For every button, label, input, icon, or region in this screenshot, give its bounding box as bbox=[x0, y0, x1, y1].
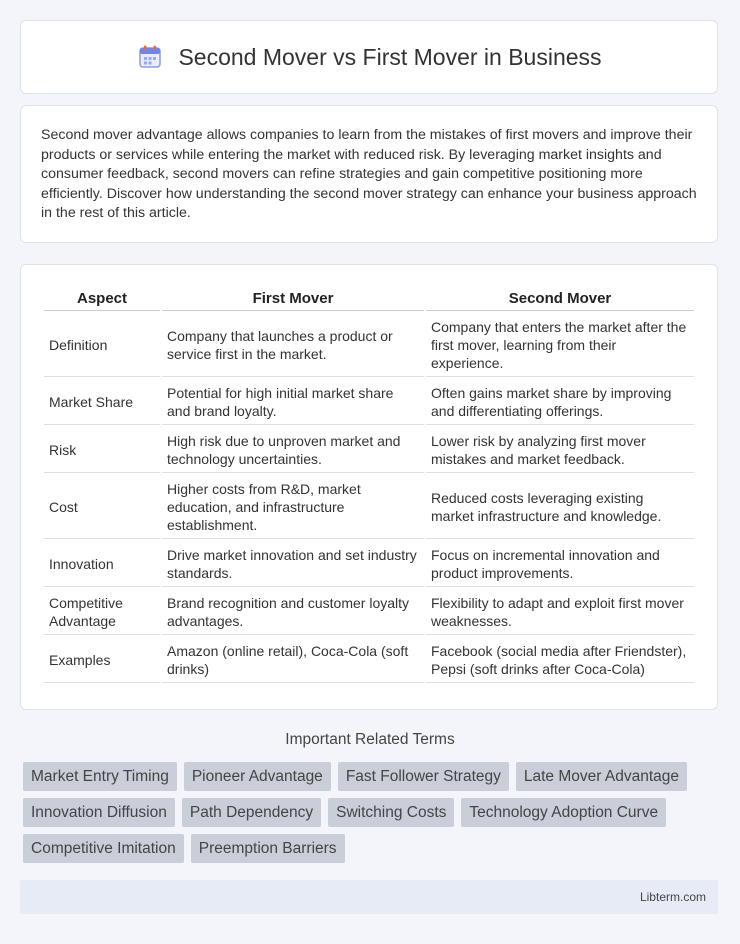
row-aspect: Definition bbox=[44, 313, 160, 377]
row-second-mover: Focus on incremental innovation and product improvements. bbox=[426, 541, 694, 587]
row-first-mover: Amazon (online retail), Coca-Cola (soft drinks) bbox=[162, 637, 424, 683]
table-row bbox=[44, 637, 694, 683]
row-second-mover: Reduced costs leveraging existing market infrastructure and knowledge. bbox=[426, 475, 694, 539]
row-first-mover: Higher costs from R&D, market education, and infrastructure establishment. bbox=[162, 475, 424, 539]
intro-text: Second mover advantage allows companies to learn from the mistakes of first movers and improve their products or services while entering the market with reduced risk. By leveraging market insights and consumer feedback, second movers can refine strategies and gain competitive positioning more efficiently. Discover how understanding the second mover strategy can enhance your business approach in the rest of this article. bbox=[41, 127, 697, 221]
row-second-mover: Facebook (social media after Friendster), Pepsi (soft drinks after Coca-Cola) bbox=[426, 637, 694, 683]
row-first-mover: Potential for high initial market share and brand loyalty. bbox=[162, 379, 424, 425]
related-term-tag[interactable]: Innovation Diffusion bbox=[23, 798, 175, 827]
row-first-mover: High risk due to unproven market and technology uncertainties. bbox=[162, 427, 424, 473]
table-row bbox=[44, 313, 694, 377]
related-term-tag[interactable]: Late Mover Advantage bbox=[516, 762, 687, 791]
related-term-tag[interactable]: Technology Adoption Curve bbox=[461, 798, 666, 827]
row-first-mover: Brand recognition and customer loyalty advantages. bbox=[162, 589, 424, 635]
table-header-row bbox=[44, 287, 694, 311]
calendar-icon bbox=[136, 43, 164, 71]
row-second-mover: Flexibility to adapt and exploit first mover weaknesses. bbox=[426, 589, 694, 635]
table-row bbox=[44, 475, 694, 539]
page-header bbox=[20, 20, 718, 94]
related-terms-title: Important Related Terms bbox=[285, 731, 455, 748]
related-terms-list bbox=[23, 762, 723, 863]
comparison-section bbox=[20, 264, 718, 710]
column-header-first-mover: First Mover bbox=[162, 287, 424, 311]
page-footer bbox=[20, 880, 718, 914]
row-first-mover: Company that launches a product or service first in the market. bbox=[162, 313, 424, 377]
table-row bbox=[44, 589, 694, 635]
row-aspect: Competitive Advantage bbox=[44, 589, 160, 635]
row-second-mover: Company that enters the market after the first mover, learning from their experience. bbox=[426, 313, 694, 377]
row-second-mover: Often gains market share by improving and differentiating offerings. bbox=[426, 379, 694, 425]
row-second-mover: Lower risk by analyzing first mover mistakes and market feedback. bbox=[426, 427, 694, 473]
table-row bbox=[44, 541, 694, 587]
footer-site-link[interactable]: Libterm.com bbox=[639, 890, 706, 904]
table-row bbox=[44, 379, 694, 425]
related-term-tag[interactable]: Market Entry Timing bbox=[23, 762, 177, 791]
column-header-aspect: Aspect bbox=[44, 287, 160, 311]
table-row bbox=[44, 427, 694, 473]
row-aspect: Risk bbox=[44, 427, 160, 473]
related-term-tag[interactable]: Path Dependency bbox=[182, 798, 321, 827]
row-aspect: Cost bbox=[44, 475, 160, 539]
related-term-tag[interactable]: Preemption Barriers bbox=[191, 834, 345, 863]
related-term-tag[interactable]: Switching Costs bbox=[328, 798, 454, 827]
row-aspect: Innovation bbox=[44, 541, 160, 587]
row-aspect: Market Share bbox=[44, 379, 160, 425]
related-term-tag[interactable]: Fast Follower Strategy bbox=[338, 762, 509, 791]
page-title: Second Mover vs First Mover in Business bbox=[178, 43, 602, 70]
column-header-second-mover: Second Mover bbox=[426, 287, 694, 311]
row-first-mover: Drive market innovation and set industry standards. bbox=[162, 541, 424, 587]
comparison-table bbox=[42, 285, 696, 685]
intro-section bbox=[20, 105, 718, 243]
row-aspect: Examples bbox=[44, 637, 160, 683]
related-term-tag[interactable]: Competitive Imitation bbox=[23, 834, 184, 863]
related-term-tag[interactable]: Pioneer Advantage bbox=[184, 762, 331, 791]
